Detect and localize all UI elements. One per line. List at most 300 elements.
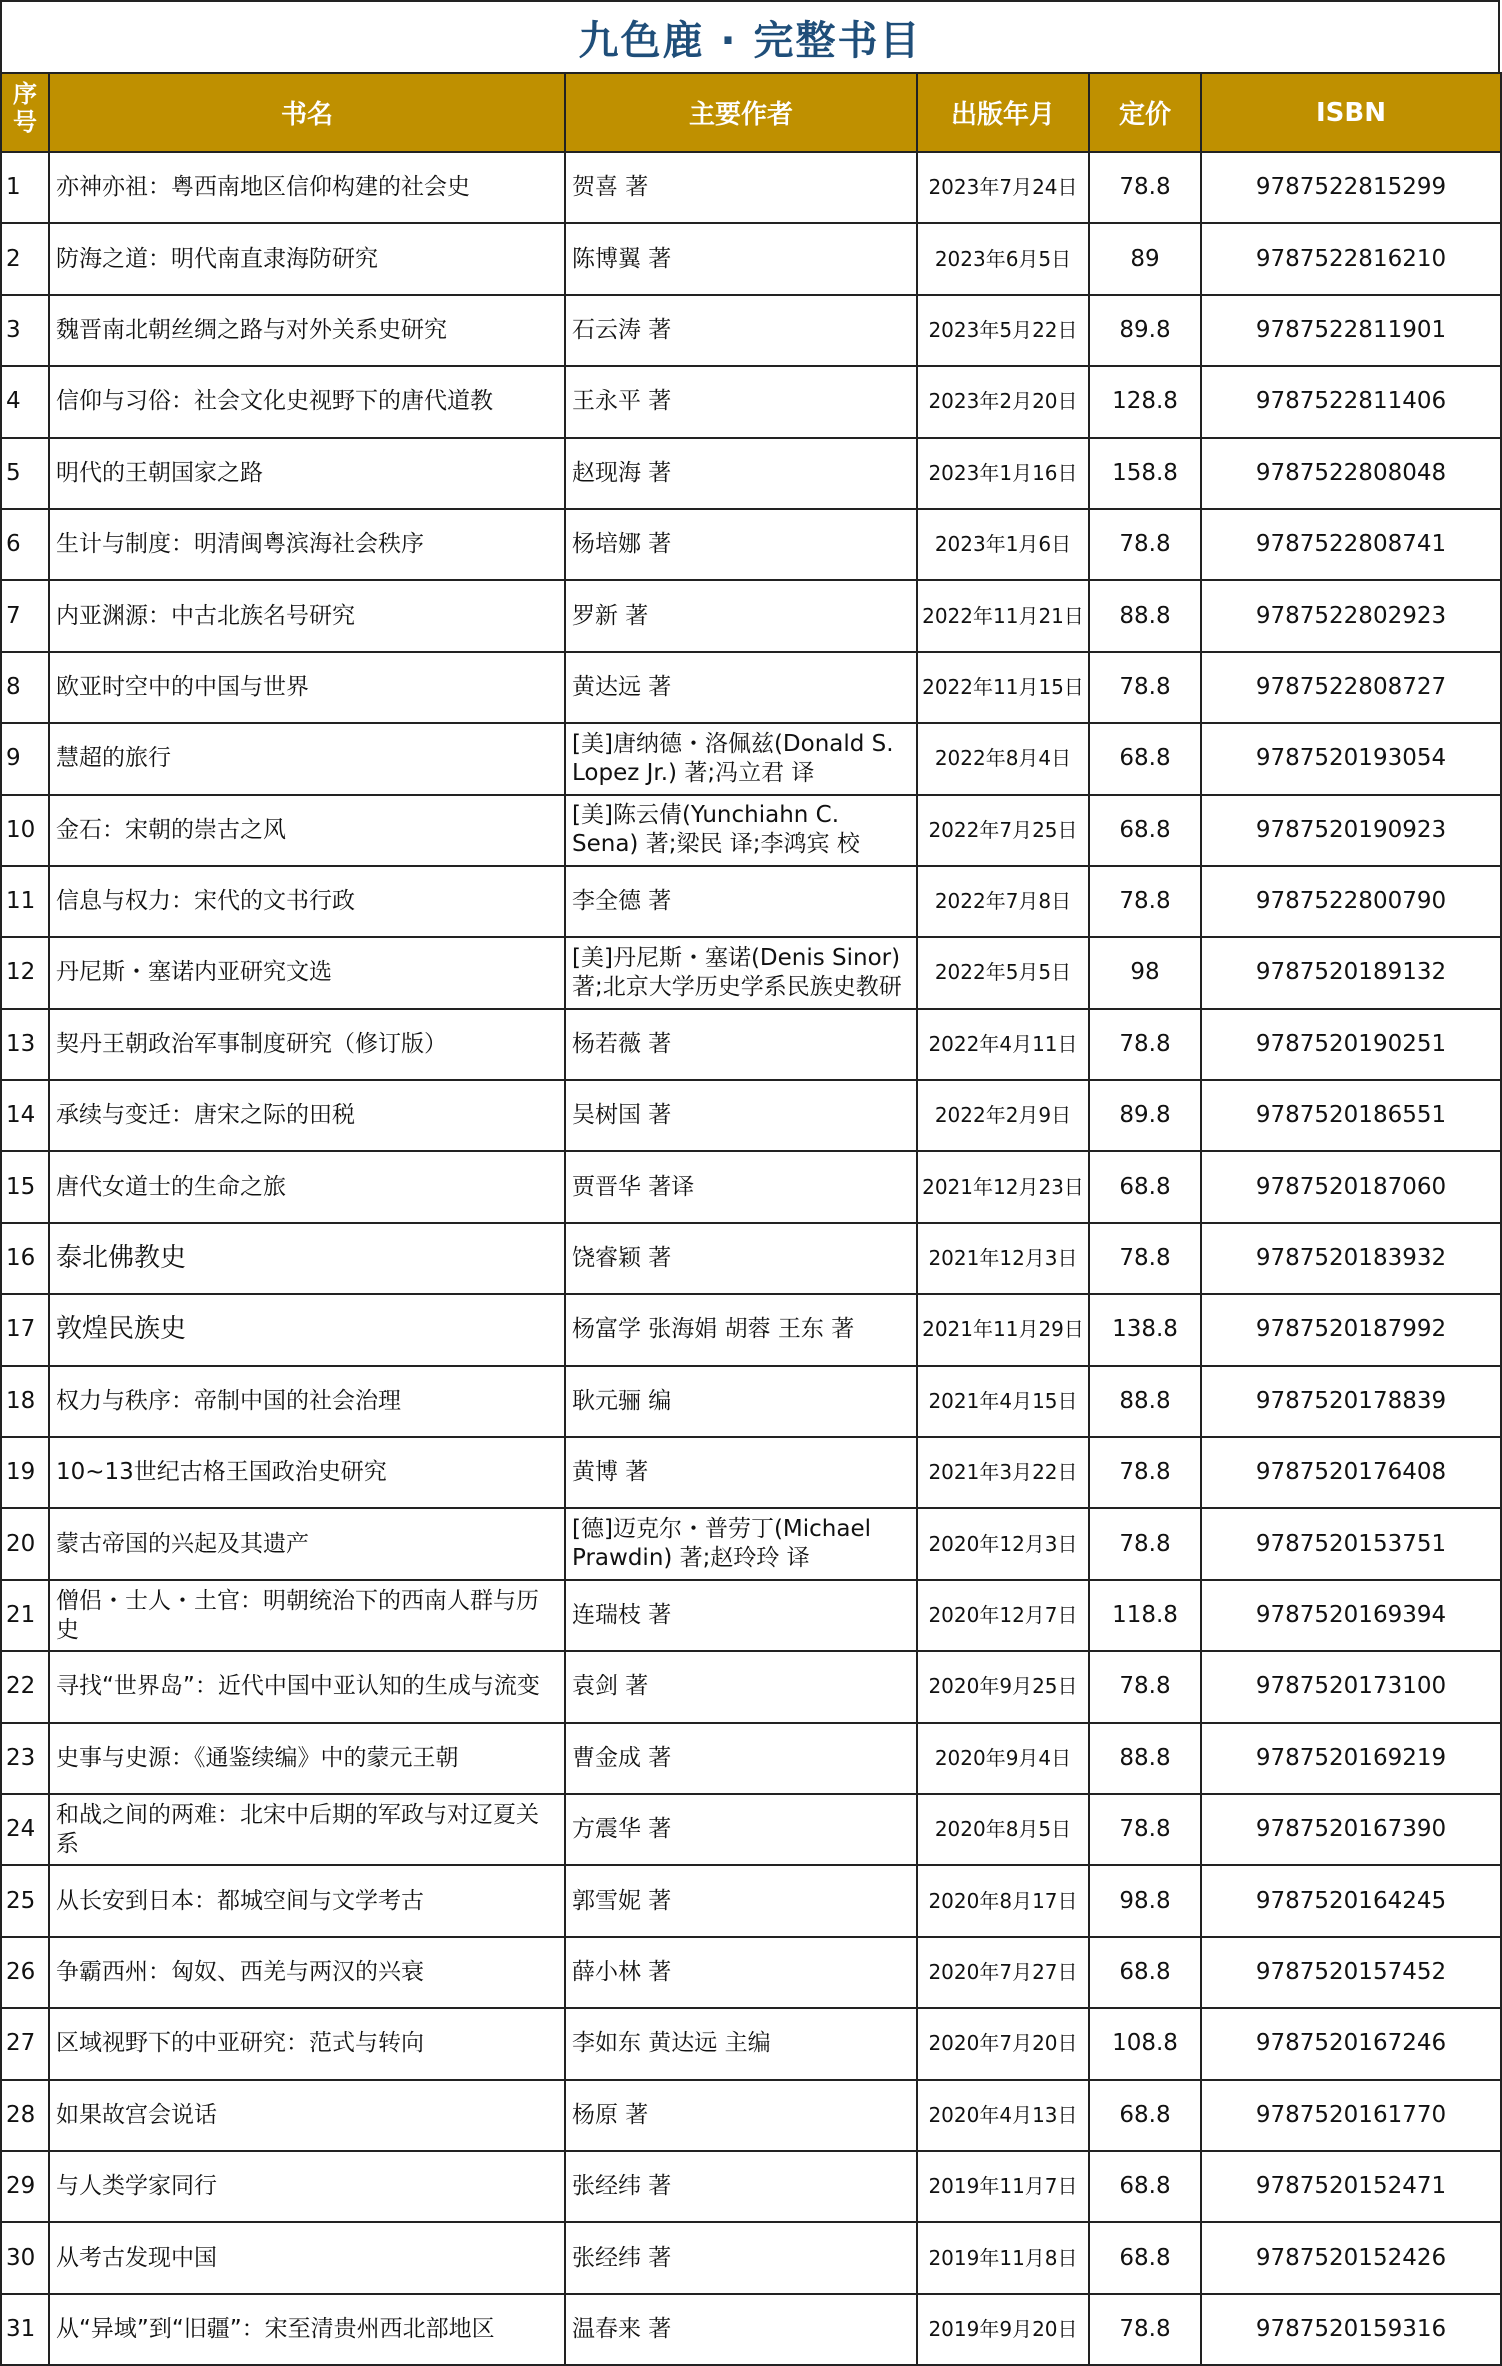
cell-title[interactable] [49,866,565,937]
cell-seq[interactable] [1,1080,49,1151]
cell-price-text: 118.8 [1112,1602,1178,1628]
table-row [1,223,1501,294]
cell-price[interactable] [1089,152,1201,223]
cell-seq[interactable] [1,1223,49,1294]
cell-price-text: 128.8 [1112,388,1178,415]
cell-date[interactable] [917,1080,1089,1151]
cell-isbn-text: 9787520152426 [1255,2244,1447,2271]
cell-date[interactable] [917,2080,1089,2151]
cell-title[interactable] [49,1080,565,1151]
table-row [1,1937,1501,2008]
cell-isbn[interactable] [1201,795,1501,866]
cell-seq[interactable] [1,295,49,366]
cell-price[interactable] [1089,1508,1201,1579]
cell-seq[interactable] [1,1009,49,1080]
cell-seq-text: 28 [6,2101,36,2128]
cell-isbn[interactable] [1201,2294,1501,2365]
cell-title[interactable] [49,1937,565,2008]
cell-price[interactable] [1089,652,1201,723]
cell-date[interactable] [917,1294,1089,1365]
cell-seq-text: 24 [6,1816,36,1843]
cell-date[interactable] [917,1580,1089,1651]
cell-price[interactable] [1089,1580,1201,1651]
cell-author[interactable] [565,1937,917,2008]
cell-date-text: 2021年4月15日 [928,1388,1078,1413]
cell-author-text: 杨富学 张海娟 胡蓉 王东 著 [572,1316,855,1343]
cell-seq[interactable] [1,1937,49,2008]
cell-isbn[interactable] [1201,580,1501,651]
cell-date-text: 2019年11月7日 [928,2174,1078,2199]
cell-date[interactable] [917,366,1089,437]
cell-title-text: 10~13世纪古格王国政治史研究 [56,1459,387,1486]
cell-title[interactable] [49,652,565,723]
cell-date[interactable] [917,1009,1089,1080]
cell-price-text: 88.8 [1119,602,1171,629]
cell-date[interactable] [917,438,1089,509]
cell-isbn[interactable] [1201,937,1501,1008]
cell-author[interactable] [565,1508,917,1579]
cell-seq[interactable] [1,1865,49,1936]
cell-title[interactable] [49,1151,565,1222]
table-row [1,438,1501,509]
cell-author-text: 吴树国 著 [572,1102,672,1129]
cell-price-text: 98 [1130,959,1160,986]
cell-author[interactable] [565,2294,917,2365]
cell-title[interactable] [49,1508,565,1579]
cell-date[interactable] [917,2151,1089,2222]
cell-date[interactable] [917,1651,1089,1722]
cell-title-text: 明代的王朝国家之路 [56,459,263,486]
cell-price[interactable] [1089,580,1201,651]
cell-seq[interactable] [1,1437,49,1508]
cell-price[interactable] [1089,438,1201,509]
cell-price[interactable] [1089,1151,1201,1222]
cell-author[interactable] [565,1366,917,1437]
cell-title[interactable] [49,438,565,509]
table-header-row [1,73,1501,152]
cell-author[interactable] [565,580,917,651]
cell-seq-text: 23 [6,1744,36,1771]
cell-date-text: 2020年7月20日 [928,2031,1078,2056]
cell-author-text: 方震华 著 [572,1816,672,1843]
cell-isbn[interactable] [1201,1937,1501,2008]
cell-isbn-text: 9787520169394 [1255,1602,1447,1628]
cell-date-text: 2023年1月6日 [934,532,1072,557]
cell-title[interactable] [49,295,565,366]
cell-seq-text: 26 [6,1958,36,1985]
cell-seq[interactable] [1,366,49,437]
cell-title[interactable] [49,1437,565,1508]
cell-author[interactable] [565,223,917,294]
cell-seq[interactable] [1,1151,49,1222]
cell-date[interactable] [917,652,1089,723]
book-list-table [0,72,1502,2366]
cell-date[interactable] [917,866,1089,937]
cell-author-text: 耿元骊 编 [572,1387,672,1414]
cell-author-text: 杨若薇 著 [572,1030,672,1057]
cell-isbn[interactable] [1201,1580,1501,1651]
cell-isbn-text: 9787522811406 [1255,388,1447,415]
cell-title[interactable] [49,2151,565,2222]
cell-date[interactable] [917,1865,1089,1936]
cell-seq[interactable] [1,652,49,723]
cell-isbn[interactable] [1201,366,1501,437]
cell-title-text: 丹尼斯・塞诺内亚研究文选 [56,959,332,986]
cell-price[interactable] [1089,2008,1201,2079]
cell-price[interactable] [1089,866,1201,937]
table-row [1,937,1501,1008]
cell-seq[interactable] [1,2008,49,2079]
cell-price[interactable] [1089,2151,1201,2222]
cell-isbn[interactable] [1201,1366,1501,1437]
cell-seq[interactable] [1,1366,49,1437]
cell-author[interactable] [565,795,917,866]
cell-author[interactable] [565,366,917,437]
cell-price-text: 78.8 [1119,1030,1171,1057]
cell-isbn-text: 9787520178839 [1255,1387,1447,1414]
cell-title[interactable] [49,366,565,437]
cell-author-text: [美]丹尼斯・塞诺(Denis Sinor) 著;北京大学历史学系民族史教研 [572,944,902,1000]
cell-isbn[interactable] [1201,509,1501,580]
cell-seq[interactable] [1,152,49,223]
cell-author[interactable] [565,1580,917,1651]
cell-title[interactable] [49,1723,565,1794]
cell-price[interactable] [1089,1080,1201,1151]
cell-author-text: 张经纬 著 [572,2173,672,2200]
cell-date[interactable] [917,1794,1089,1865]
cell-price[interactable] [1089,509,1201,580]
cell-date[interactable] [917,1366,1089,1437]
cell-date[interactable] [917,937,1089,1008]
cell-author[interactable] [565,1009,917,1080]
cell-isbn[interactable] [1201,2008,1501,2079]
cell-price-text: 158.8 [1112,459,1178,486]
cell-author[interactable] [565,1651,917,1722]
cell-isbn[interactable] [1201,1294,1501,1365]
table-row [1,1223,1501,1294]
cell-date[interactable] [917,795,1089,866]
cell-date[interactable] [917,223,1089,294]
cell-seq-text: 2 [6,245,21,272]
cell-date[interactable] [917,509,1089,580]
cell-title[interactable] [49,1294,565,1365]
cell-isbn-text: 9787520176408 [1255,1459,1447,1486]
cell-author[interactable] [565,866,917,937]
cell-price-text: 68.8 [1119,2244,1171,2271]
cell-price[interactable] [1089,795,1201,866]
cell-author[interactable] [565,652,917,723]
cell-isbn[interactable] [1201,1223,1501,1294]
cell-date-text: 2019年11月8日 [928,2245,1078,2270]
cell-seq-text: 12 [6,959,36,986]
cell-author-text: 杨原 著 [572,2101,649,2128]
cell-seq[interactable] [1,2294,49,2365]
cell-date[interactable] [917,2294,1089,2365]
cell-date-text: 2022年8月4日 [934,746,1072,771]
cell-price[interactable] [1089,1937,1201,2008]
cell-author-text: [美]陈云倩(Yunchiahn C. Sena) 著;梁民 译;李鸿宾 校 [572,802,860,858]
cell-seq-text: 10 [6,816,36,843]
cell-seq[interactable] [1,1794,49,1865]
cell-title-text: 唐代女道士的生命之旅 [56,1173,286,1200]
cell-author[interactable] [565,152,917,223]
cell-price[interactable] [1089,295,1201,366]
cell-date[interactable] [917,580,1089,651]
cell-title[interactable] [49,1009,565,1080]
cell-title-text: 亦神亦祖：粤西南地区信仰构建的社会史 [56,174,470,201]
table-row [1,795,1501,866]
cell-isbn[interactable] [1201,438,1501,509]
cell-title-text: 信息与权力：宋代的文书行政 [56,888,355,915]
cell-author-text: 曹金成 著 [572,1744,672,1771]
page-title: 九色鹿 · 完整书目 [0,0,1500,72]
cell-date-text: 2022年2月9日 [934,1103,1072,1128]
cell-seq[interactable] [1,438,49,509]
cell-author-text: 李全德 著 [572,888,672,915]
cell-isbn[interactable] [1201,1865,1501,1936]
cell-seq-text: 11 [6,888,36,915]
cell-title[interactable] [49,2222,565,2293]
cell-price-text: 89.8 [1119,1102,1171,1129]
cell-isbn[interactable] [1201,223,1501,294]
cell-price-text: 138.8 [1112,1316,1178,1343]
cell-seq-text: 6 [6,531,21,558]
cell-title[interactable] [49,152,565,223]
cell-title[interactable] [49,580,565,651]
cell-price-text: 108.8 [1112,2030,1178,2057]
cell-date[interactable] [917,295,1089,366]
cell-seq-text: 18 [6,1387,36,1414]
cell-title[interactable] [49,723,565,794]
cell-date[interactable] [917,1437,1089,1508]
cell-author[interactable] [565,1151,917,1222]
cell-title[interactable] [49,1366,565,1437]
cell-seq[interactable] [1,723,49,794]
cell-isbn[interactable] [1201,295,1501,366]
cell-seq-text: 1 [6,174,21,201]
cell-isbn-text: 9787520159316 [1255,2315,1447,2342]
cell-author[interactable] [565,1865,917,1936]
table-row [1,1723,1501,1794]
cell-isbn[interactable] [1201,1794,1501,1865]
cell-title-text: 从“异域”到“旧疆”：宋至清贵州西北部地区 [56,2315,495,2342]
cell-price[interactable] [1089,1723,1201,1794]
cell-date-text: 2022年4月11日 [928,1031,1078,1056]
cell-title[interactable] [49,795,565,866]
cell-author[interactable] [565,1294,917,1365]
table-row [1,1009,1501,1080]
cell-isbn[interactable] [1201,2222,1501,2293]
cell-title-text: 从考古发现中国 [56,2244,217,2271]
cell-seq-text: 27 [6,2030,36,2057]
cell-date-text: 2020年7月27日 [928,1959,1078,1984]
cell-price-text: 89 [1130,245,1160,272]
table-row [1,2222,1501,2293]
cell-author[interactable] [565,723,917,794]
cell-seq[interactable] [1,223,49,294]
cell-date[interactable] [917,1937,1089,2008]
cell-isbn-text: 9787520167246 [1255,2030,1447,2057]
cell-date[interactable] [917,1508,1089,1579]
cell-title[interactable] [49,1865,565,1936]
cell-seq-text: 25 [6,1887,36,1914]
cell-date-text: 2023年1月16日 [928,460,1078,485]
cell-title[interactable] [49,2294,565,2365]
cell-author-text: 赵现海 著 [572,459,672,486]
cell-seq[interactable] [1,866,49,937]
cell-isbn[interactable] [1201,1080,1501,1151]
cell-date-text: 2022年7月8日 [934,889,1072,914]
cell-date[interactable] [917,1723,1089,1794]
cell-seq[interactable] [1,1580,49,1651]
cell-date[interactable] [917,152,1089,223]
table-row [1,1366,1501,1437]
cell-author[interactable] [565,2222,917,2293]
cell-isbn[interactable] [1201,866,1501,937]
cell-title[interactable] [49,2008,565,2079]
table-row [1,1508,1501,1579]
cell-isbn[interactable] [1201,1508,1501,1579]
cell-title[interactable] [49,1651,565,1722]
cell-isbn[interactable] [1201,152,1501,223]
cell-title[interactable] [49,1580,565,1651]
cell-title[interactable] [49,937,565,1008]
cell-author-text: 王永平 著 [572,388,672,415]
cell-isbn-text: 9787520189132 [1255,959,1447,986]
cell-seq[interactable] [1,1723,49,1794]
cell-isbn-text: 9787520190923 [1255,816,1447,843]
cell-seq[interactable] [1,937,49,1008]
cell-price[interactable] [1089,2080,1201,2151]
cell-author[interactable] [565,2008,917,2079]
cell-isbn[interactable] [1201,1651,1501,1722]
cell-price[interactable] [1089,223,1201,294]
cell-author-text: 贺喜 著 [572,174,649,201]
cell-title-text: 慧超的旅行 [56,745,171,772]
cell-title[interactable] [49,223,565,294]
cell-price[interactable] [1089,366,1201,437]
cell-date[interactable] [917,2008,1089,2079]
cell-isbn-text: 9787520167390 [1255,1816,1447,1843]
cell-author[interactable] [565,2080,917,2151]
cell-title[interactable] [49,1223,565,1294]
cell-title[interactable] [49,509,565,580]
cell-date[interactable] [917,1151,1089,1222]
cell-isbn-text: 9787520193054 [1255,745,1447,772]
cell-author-text: 袁剑 著 [572,1673,649,1700]
cell-price[interactable] [1089,1366,1201,1437]
cell-date-text: 2023年7月24日 [928,175,1078,200]
cell-price-text: 78.8 [1119,888,1171,915]
cell-title[interactable] [49,1794,565,1865]
cell-author[interactable] [565,509,917,580]
cell-author[interactable] [565,1723,917,1794]
cell-price-text: 68.8 [1119,745,1171,772]
cell-isbn[interactable] [1201,652,1501,723]
cell-author[interactable] [565,1794,917,1865]
cell-author-text: 张经纬 著 [572,2244,672,2271]
cell-title[interactable] [49,2080,565,2151]
cell-price[interactable] [1089,2222,1201,2293]
cell-author[interactable] [565,1223,917,1294]
cell-price[interactable] [1089,2294,1201,2365]
cell-isbn[interactable] [1201,1151,1501,1222]
cell-price[interactable] [1089,723,1201,794]
cell-isbn[interactable] [1201,1437,1501,1508]
cell-author-text: 陈博翼 著 [572,245,672,272]
cell-seq[interactable] [1,1294,49,1365]
cell-seq[interactable] [1,2151,49,2222]
cell-isbn[interactable] [1201,1009,1501,1080]
cell-price[interactable] [1089,1651,1201,1722]
cell-seq-text: 21 [6,1602,36,1628]
cell-seq[interactable] [1,509,49,580]
cell-author-text: 黄达远 著 [572,673,672,700]
cell-price-text: 68.8 [1119,816,1171,843]
cell-isbn-text: 9787520173100 [1255,1673,1447,1700]
cell-date-text: 2022年11月15日 [922,674,1084,699]
cell-author[interactable] [565,1080,917,1151]
cell-seq-text: 19 [6,1459,36,1486]
cell-isbn[interactable] [1201,2080,1501,2151]
cell-isbn[interactable] [1201,723,1501,794]
cell-price-text: 89.8 [1119,316,1171,343]
cell-price-text: 88.8 [1119,1744,1171,1771]
cell-price[interactable] [1089,1223,1201,1294]
cell-price[interactable] [1089,1009,1201,1080]
cell-seq-text: 14 [6,1102,36,1129]
cell-author[interactable] [565,1437,917,1508]
cell-price-text: 78.8 [1119,1673,1171,1700]
table-row [1,1651,1501,1722]
cell-seq[interactable] [1,795,49,866]
cell-title-text: 蒙古帝国的兴起及其遗产 [56,1530,309,1557]
cell-seq-text: 20 [6,1530,36,1557]
cell-title-text: 信仰与习俗：社会文化史视野下的唐代道教 [56,388,493,415]
cell-author[interactable] [565,937,917,1008]
cell-seq[interactable] [1,2222,49,2293]
cell-date[interactable] [917,1223,1089,1294]
table-row [1,1865,1501,1936]
cell-isbn[interactable] [1201,1723,1501,1794]
cell-author-text: 石云涛 著 [572,316,672,343]
cell-price[interactable] [1089,1437,1201,1508]
cell-price[interactable] [1089,1865,1201,1936]
table-row [1,366,1501,437]
cell-seq[interactable] [1,580,49,651]
cell-author[interactable] [565,438,917,509]
cell-seq-text: 16 [6,1245,36,1272]
table-row [1,2294,1501,2365]
cell-seq[interactable] [1,2080,49,2151]
cell-seq[interactable] [1,1508,49,1579]
cell-isbn[interactable] [1201,2151,1501,2222]
cell-isbn-text: 9787522800790 [1255,888,1447,915]
cell-date[interactable] [917,723,1089,794]
cell-date[interactable] [917,2222,1089,2293]
cell-price[interactable] [1089,937,1201,1008]
cell-author-text: 郭雪妮 著 [572,1887,672,1914]
cell-price[interactable] [1089,1794,1201,1865]
cell-seq-text: 13 [6,1030,36,1057]
cell-isbn-text: 9787520190251 [1255,1030,1447,1057]
cell-title-text: 寻找“世界岛”：近代中国中亚认知的生成与流变 [56,1673,540,1700]
cell-seq[interactable] [1,1651,49,1722]
cell-price-text: 78.8 [1119,531,1171,558]
cell-author[interactable] [565,2151,917,2222]
cell-price[interactable] [1089,1294,1201,1365]
cell-author[interactable] [565,295,917,366]
